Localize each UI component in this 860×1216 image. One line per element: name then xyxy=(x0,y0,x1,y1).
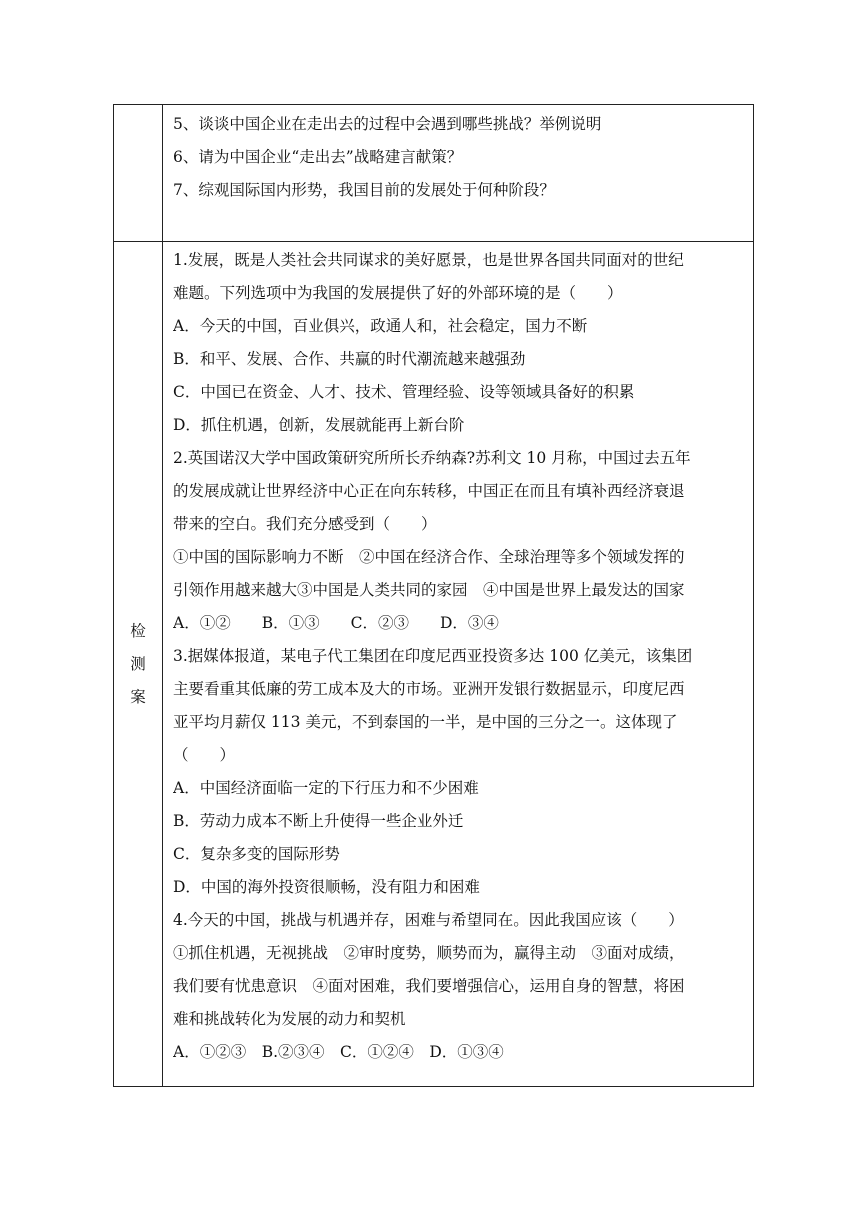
table-row-questions xyxy=(114,105,753,242)
test-line: B．劳动力成本不断上升使得一些企业外迁 xyxy=(173,812,464,830)
test-line: 的发展成就让世界经济中心正在向东转移，中国正在而且有填补西经济衰退 xyxy=(173,482,685,500)
test-line: A．①②③ B.②③④ C．①②④ D．①③④ xyxy=(173,1043,504,1061)
row-label-char: 检 xyxy=(130,621,146,640)
test-line: （ ） xyxy=(173,746,236,764)
test-line: 2.英国诺汉大学中国政策研究所所长乔纳森?苏利文 10 月称，中国过去五年 xyxy=(173,449,691,467)
questions-cell xyxy=(163,105,753,241)
test-line: 主要看重其低廉的劳工成本及大的市场。亚洲开发银行数据显示，印度尼西 xyxy=(173,680,685,698)
test-content-cell xyxy=(163,242,753,1086)
question-line: 7、综观国际国内形势，我国目前的发展处于何种阶段？ xyxy=(173,181,555,199)
row-label-char: 案 xyxy=(130,687,146,706)
row-label-char: 测 xyxy=(130,654,146,673)
test-line: 我们要有忧患意识 ④面对困难，我们要增强信心，运用自身的智慧，将困 xyxy=(173,977,685,995)
test-line: 带来的空白。我们充分感受到（ ） xyxy=(173,515,437,533)
test-line: 难题。下列选项中为我国的发展提供了好的外部环境的是（ ） xyxy=(173,284,623,302)
test-line: C．中国已在资金、人才、技术、管理经验、设等领域具备好的积累 xyxy=(173,383,635,401)
test-line: A．中国经济面临一定的下行压力和不少困难 xyxy=(173,779,479,797)
test-line: 1.发展，既是人类社会共同谋求的美好愿景，也是世界各国共同面对的世纪 xyxy=(173,251,684,269)
row-label-cell-empty xyxy=(114,105,163,241)
test-line: ①抓住机遇，无视挑战 ②审时度势，顺势而为，赢得主动 ③面对成绩， xyxy=(173,944,685,962)
test-line: 3.据媒体报道，某电子代工集团在印度尼西亚投资多达 100 亿美元，该集团 xyxy=(173,647,693,665)
table-row-test xyxy=(114,242,753,1086)
test-line: A．①② B．①③ C．②③ D．③④ xyxy=(173,614,499,632)
test-line: 4.今天的中国，挑战与机遇并存，困难与希望同在。因此我国应该（ ） xyxy=(173,911,684,929)
worksheet-table xyxy=(113,104,754,1087)
question-line: 6、请为中国企业“走出去”战略建言献策？ xyxy=(173,148,463,166)
test-line: D．抓住机遇，创新，发展就能再上新台阶 xyxy=(173,416,465,434)
question-line: 5、谈谈中国企业在走出去的过程中会遇到哪些挑战？举例说明 xyxy=(173,115,602,133)
test-line: A．今天的中国，百业俱兴，政通人和，社会稳定，国力不断 xyxy=(173,317,588,335)
test-line: C．复杂多变的国际形势 xyxy=(173,845,340,863)
test-line: D．中国的海外投资很顺畅，没有阻力和困难 xyxy=(173,878,480,896)
test-line: B．和平、发展、合作、共赢的时代潮流越来越强劲 xyxy=(173,350,526,368)
row-label-cell-test xyxy=(114,242,163,1086)
test-line: ①中国的国际影响力不断 ②中国在经济合作、全球治理等多个领域发挥的 xyxy=(173,548,685,566)
test-line: 亚平均月薪仅 113 美元，不到泰国的一半，是中国的三分之一。这体现了 xyxy=(173,713,678,731)
test-line: 难和挑战转化为发展的动力和契机 xyxy=(173,1010,406,1028)
test-line: 引领作用越来越大③中国是人类共同的家园 ④中国是世界上最发达的国家 xyxy=(173,581,685,599)
